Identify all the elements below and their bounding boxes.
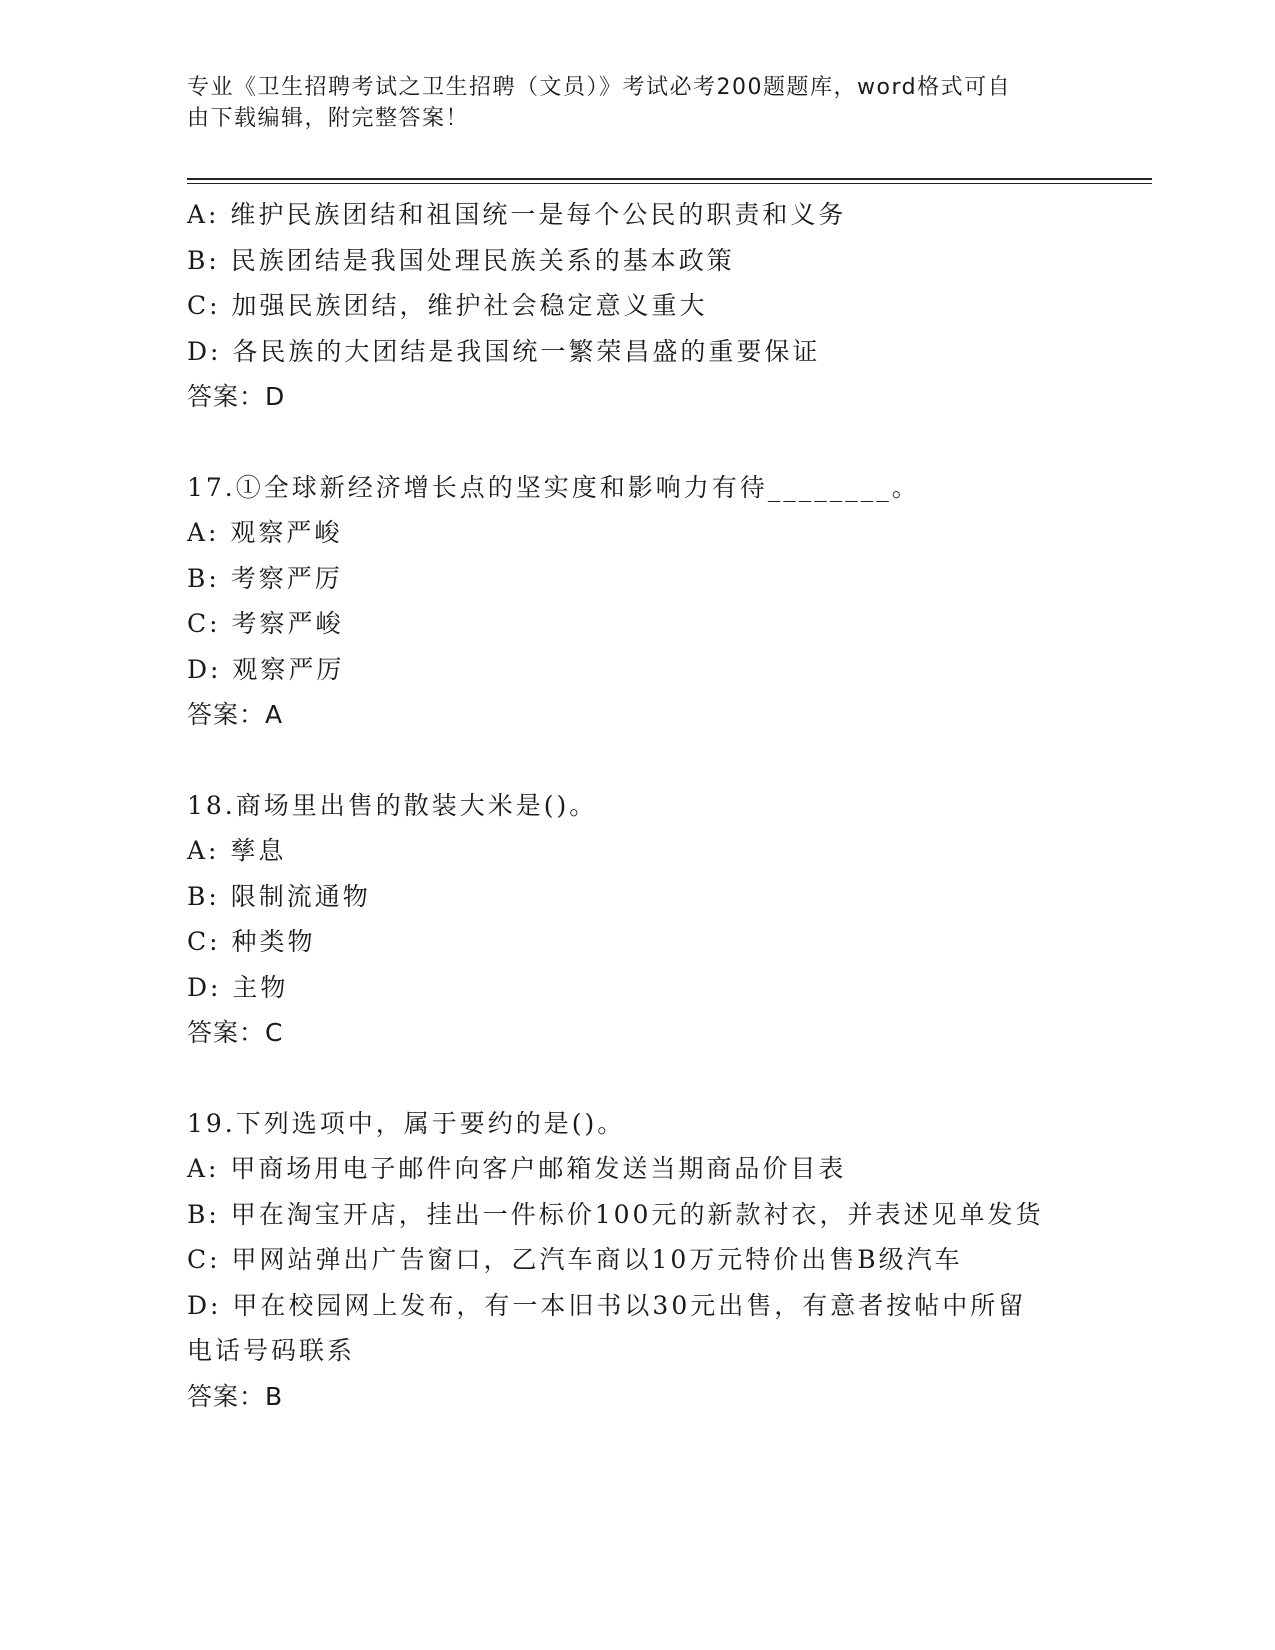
spacer xyxy=(187,738,1147,783)
header-line-2: 由下载编辑，附完整答案！ xyxy=(187,106,470,131)
question-block-17 xyxy=(187,465,1147,738)
document-header xyxy=(187,72,1087,134)
answer-line: 答案：B xyxy=(187,1381,284,1411)
option-d-continued: 电话号码联系 xyxy=(187,1336,356,1365)
option-b: B: 甲在淘宝开店，挂出一件标价100元的新款衬衣，并表述见单发货 xyxy=(187,1199,1044,1229)
option-c: C: 种类物 xyxy=(187,927,316,956)
option-d: D: 各民族的大团结是我国统一繁荣昌盛的重要保证 xyxy=(187,336,821,366)
option-a: A: 维护民族团结和祖国统一是每个公民的职责和义务 xyxy=(187,200,847,229)
option-c: C: 甲网站弹出广告窗口，乙汽车商以10万元特价出售B级汽车 xyxy=(187,1245,963,1274)
option-a: A: 观察严峻 xyxy=(187,518,343,547)
question-stem: 19.下列选项中，属于要约的是()。 xyxy=(187,1108,626,1138)
option-a: A: 孳息 xyxy=(187,836,287,865)
question-stem: 18.商场里出售的散装大米是()。 xyxy=(187,790,598,820)
question-stem: 17.①全球新经济增长点的坚实度和影响力有待________。 xyxy=(187,472,920,502)
option-c: C: 加强民族团结，维护社会稳定意义重大 xyxy=(187,291,708,320)
option-b: B: 限制流通物 xyxy=(187,881,371,911)
question-block-19 xyxy=(187,1101,1147,1420)
option-b: B: 考察严厉 xyxy=(187,563,343,593)
option-a: A: 甲商场用电子邮件向客户邮箱发送当期商品价目表 xyxy=(187,1154,847,1183)
option-b: B: 民族团结是我国处理民族关系的基本政策 xyxy=(187,245,735,275)
option-d: D: 甲在校园网上发布，有一本旧书以30元出售，有意者按帖中所留 xyxy=(187,1290,1027,1320)
option-d: D: 主物 xyxy=(187,972,289,1002)
question-list xyxy=(187,192,1147,1419)
option-c: C: 考察严峻 xyxy=(187,609,344,638)
spacer xyxy=(187,1056,1147,1101)
header-divider-thin xyxy=(187,183,1152,184)
question-block-16 xyxy=(187,192,1147,420)
answer-line: 答案：A xyxy=(187,700,284,729)
spacer xyxy=(187,420,1147,465)
header-line-1: 专业《卫生招聘考试之卫生招聘（文员）》考试必考200题题库，word格式可自 xyxy=(187,75,1012,100)
question-block-18 xyxy=(187,783,1147,1056)
header-divider-thick xyxy=(187,178,1152,180)
option-d: D: 观察严厉 xyxy=(187,654,345,684)
answer-line: 答案：C xyxy=(187,1018,284,1047)
answer-line: 答案：D xyxy=(187,382,286,411)
